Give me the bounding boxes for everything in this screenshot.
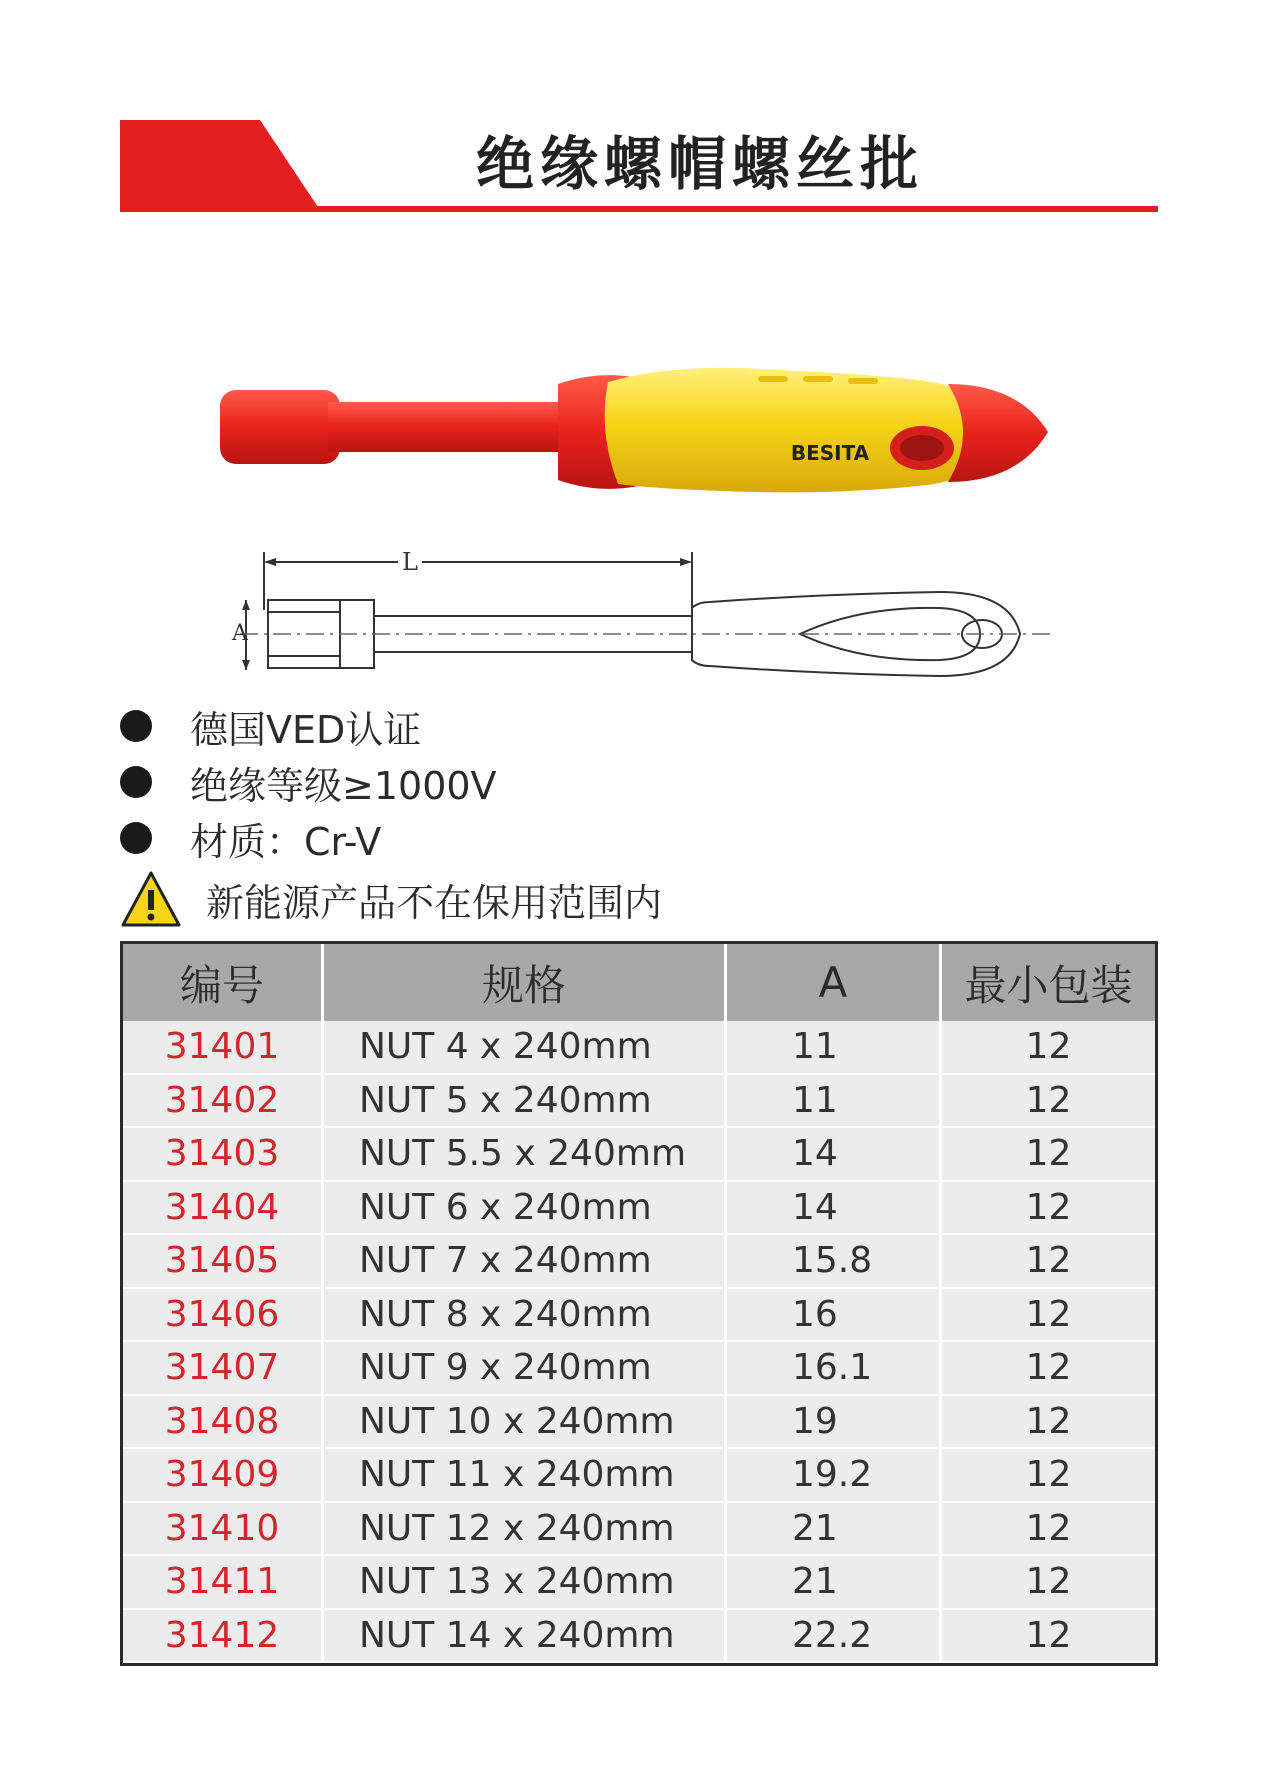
product-photo	[218, 362, 1058, 502]
table-row	[123, 1128, 1155, 1182]
table-row	[123, 1556, 1155, 1610]
cell-code: 31401	[123, 1021, 324, 1073]
cell-a: 16.1	[727, 1342, 942, 1394]
cell-spec: NUT 6 x 240mm	[324, 1182, 727, 1234]
brand-logo: BESITA	[790, 441, 870, 465]
cell-code: 31404	[123, 1182, 324, 1234]
table-row	[123, 1075, 1155, 1129]
cell-code: 31409	[123, 1449, 324, 1501]
technical-drawing	[220, 540, 1080, 700]
feature-list	[120, 698, 1020, 866]
cell-code: 31402	[123, 1075, 324, 1127]
cell-min-pack: 12	[1025, 1454, 1072, 1496]
cell-min-pack: 12	[1025, 1240, 1072, 1282]
feature-item	[120, 810, 1020, 866]
cell-spec: NUT 12 x 240mm	[324, 1503, 727, 1555]
feature-text: 材质：Cr-V	[190, 819, 382, 864]
cell-min-pack: 12	[1025, 1561, 1072, 1603]
cell-spec: NUT 9 x 240mm	[324, 1342, 727, 1394]
cell-a: 21	[727, 1503, 942, 1555]
bullet-icon	[120, 710, 152, 742]
cell-min-pack: 12	[1025, 1079, 1072, 1121]
table-row	[123, 1021, 1155, 1075]
header-a: A	[727, 944, 942, 1021]
table-row	[123, 1449, 1155, 1503]
cell-a: 14	[727, 1128, 942, 1180]
feature-item	[120, 698, 1020, 754]
table-row	[123, 1503, 1155, 1557]
table-row	[123, 1182, 1155, 1236]
cell-min-pack: 12	[1025, 1400, 1072, 1442]
cell-min-pack: 12	[1025, 1133, 1072, 1175]
warning-note	[120, 866, 662, 932]
cell-spec: NUT 14 x 240mm	[324, 1610, 727, 1662]
cell-a: 11	[727, 1021, 942, 1073]
table-header-row	[123, 944, 1155, 1021]
cell-spec: NUT 13 x 240mm	[324, 1556, 727, 1608]
table-row	[123, 1342, 1155, 1396]
header-spec: 规格	[324, 944, 727, 1021]
cell-code: 31411	[123, 1556, 324, 1608]
table-row	[123, 1610, 1155, 1664]
cell-spec: NUT 11 x 240mm	[324, 1449, 727, 1501]
cell-min-pack: 12	[1025, 1507, 1072, 1549]
header-underline	[120, 206, 1158, 212]
cell-code: 31405	[123, 1235, 324, 1287]
spec-table	[120, 941, 1158, 1666]
header-code: 编号	[123, 944, 324, 1021]
header-min-pack: 最小包装	[964, 960, 1133, 1010]
cell-min-pack: 12	[1025, 1614, 1072, 1656]
cell-code: 31412	[123, 1610, 324, 1662]
cell-a: 22.2	[727, 1610, 942, 1662]
feature-text: 德国VED认证	[190, 707, 422, 752]
cell-a: 19.2	[727, 1449, 942, 1501]
table-row	[123, 1289, 1155, 1343]
table-row	[123, 1396, 1155, 1450]
cell-code: 31407	[123, 1342, 324, 1394]
feature-item	[120, 754, 1020, 810]
cell-code: 31408	[123, 1396, 324, 1448]
cell-spec: NUT 8 x 240mm	[324, 1289, 727, 1341]
cell-a: 14	[727, 1182, 942, 1234]
cell-min-pack: 12	[1025, 1293, 1072, 1335]
header-red-band	[120, 120, 320, 210]
cell-min-pack: 12	[1025, 1347, 1072, 1389]
cell-code: 31403	[123, 1128, 324, 1180]
table-body	[123, 1021, 1155, 1663]
cell-min-pack: 12	[1025, 1026, 1072, 1068]
cell-a: 11	[727, 1075, 942, 1127]
warning-text: 新能源产品不在保用范围内	[206, 880, 663, 925]
cell-a: 19	[727, 1396, 942, 1448]
cell-code: 31406	[123, 1289, 324, 1341]
warning-icon	[120, 870, 182, 928]
bullet-icon	[120, 822, 152, 854]
feature-text: 绝缘等级≥1000V	[190, 763, 497, 808]
cell-a: 16	[727, 1289, 942, 1341]
bullet-icon	[120, 766, 152, 798]
cell-spec: NUT 10 x 240mm	[324, 1396, 727, 1448]
dimension-a-label: A	[232, 621, 248, 646]
cell-spec: NUT 7 x 240mm	[324, 1235, 727, 1287]
cell-min-pack: 12	[1025, 1186, 1072, 1228]
cell-a: 21	[727, 1556, 942, 1608]
cell-code: 31410	[123, 1503, 324, 1555]
cell-spec: NUT 4 x 240mm	[324, 1021, 727, 1073]
cell-spec: NUT 5 x 240mm	[324, 1075, 727, 1127]
page-title: 绝缘螺帽螺丝批	[475, 130, 924, 198]
table-row	[123, 1235, 1155, 1289]
cell-a: 15.8	[727, 1235, 942, 1287]
dimension-l-label: L	[402, 548, 418, 576]
cell-spec: NUT 5.5 x 240mm	[324, 1128, 727, 1180]
